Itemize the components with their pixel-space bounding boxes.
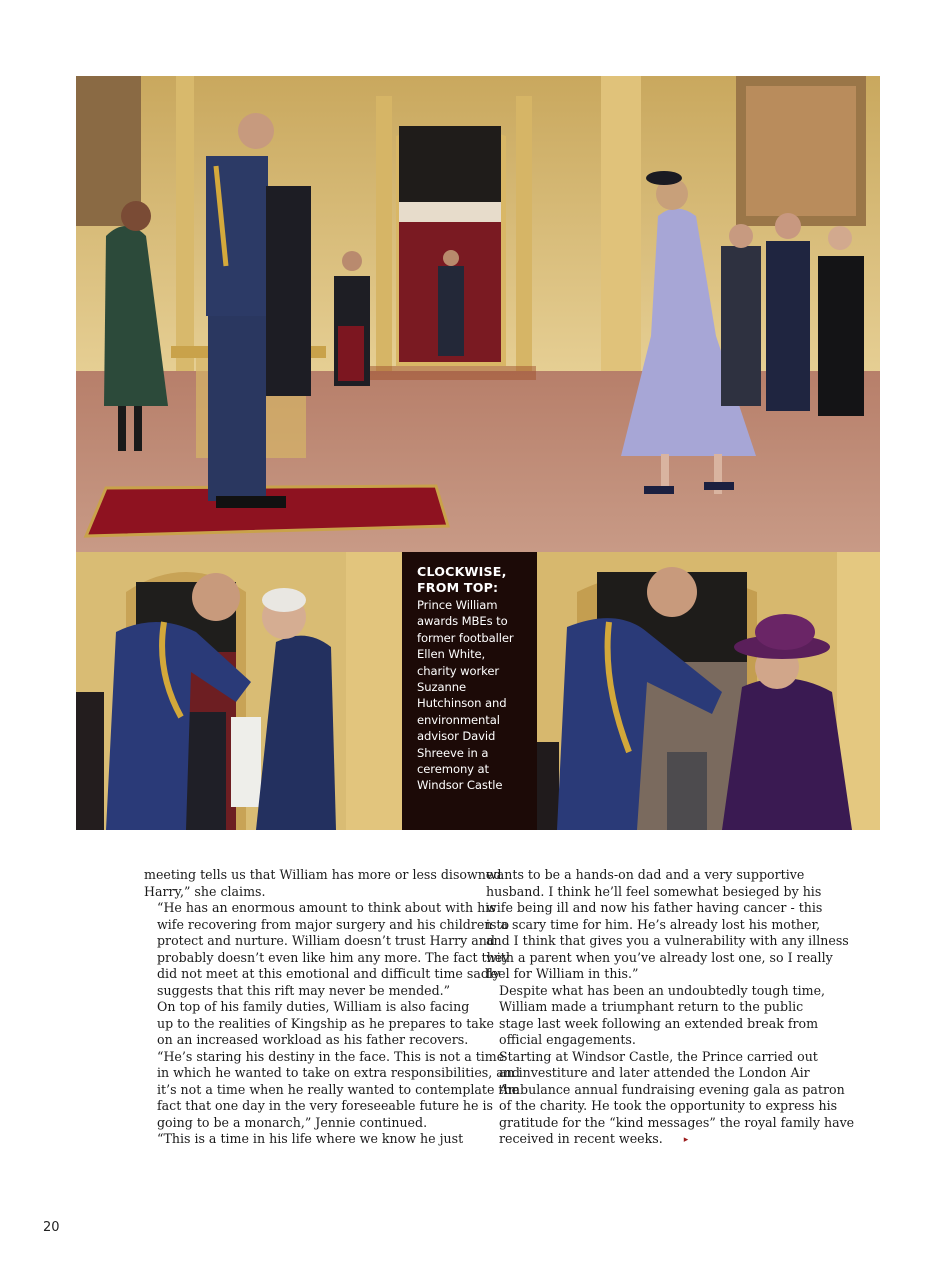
text-line: William made a triumphant return to the public xyxy=(499,999,804,1014)
photo-caption xyxy=(402,552,537,830)
text-line: wife being ill and now his father having cancer - this xyxy=(486,900,823,915)
text-line: going to be a monarch,” Jennie continued. xyxy=(157,1114,428,1130)
text-line: wants to be a hands-on dad and a very supportive xyxy=(486,867,805,882)
caption-heading: CLOCKWISE, FROM TOP: xyxy=(417,564,507,595)
text-line: protect and nurture. William doesn’t trust Harry and xyxy=(157,933,495,948)
text-line: an investiture and later attended the London Air xyxy=(499,1065,810,1080)
article-paragraph xyxy=(144,999,494,1049)
text-line: feel for William in this.” xyxy=(486,966,639,981)
text-line: on an increased workload as his father recovers. xyxy=(157,1032,469,1047)
article-paragraph xyxy=(486,982,826,1049)
text-line xyxy=(486,1131,816,1149)
text-line: Harry,” she claims. xyxy=(144,883,266,899)
article-paragraph xyxy=(144,1131,478,1148)
caption-text: Prince William awards MBEs to former footballer Ellen White, charity worker Suzanne Hutchinson and environmental advisor David Shreeve in a ceremony at Windsor Castle xyxy=(417,598,514,793)
article-paragraph xyxy=(144,1048,520,1132)
text-line: of the charity. He took the opportunity to express his xyxy=(499,1098,838,1113)
text-line: Starting at Windsor Castle, the Prince carried out xyxy=(499,1048,818,1064)
text-line: gratitude for the “kind messages” the royal family have xyxy=(499,1114,855,1130)
text-line: On top of his family duties, William is also facing xyxy=(157,999,470,1014)
article-column-right xyxy=(486,867,855,1149)
text-line: wife recovering from major surgery and his children to xyxy=(157,916,510,932)
article-paragraph xyxy=(144,900,510,999)
article-paragraph xyxy=(486,867,849,983)
text-line: up to the realities of Kingship as he prepares to take xyxy=(157,1015,494,1031)
photo-investiture-ellen-white xyxy=(76,76,880,552)
text-line: Despite what has been an undoubtedly tough time, xyxy=(499,982,826,998)
end-of-article-icon: ▸ xyxy=(683,1135,689,1145)
text-line: suggests that this rift may never be mended.” xyxy=(157,982,451,998)
text-line: meeting tells us that William has more or less disowned xyxy=(144,867,502,882)
text-line: stage last week following an extended break from xyxy=(499,1015,819,1031)
text-line: Ambulance annual fundraising evening gala as patron xyxy=(499,1081,845,1097)
text-line: official engagements. xyxy=(499,1032,636,1047)
text-line: did not meet at this emotional and difficult time sadly xyxy=(157,966,501,981)
text-line: it’s not a time when he really wanted to contemplate the xyxy=(157,1081,520,1097)
text-line: in which he wanted to take on extra responsibilities, and xyxy=(157,1065,520,1080)
text-line: fact that one day in the very foreseeable future he is xyxy=(157,1098,493,1113)
text-line: “This is a time in his life where we know he just xyxy=(157,1131,464,1146)
photo-investiture-suzanne-hutchinson xyxy=(537,552,880,830)
text-line: and I think that gives you a vulnerability with any illness xyxy=(486,933,849,948)
text-line: probably doesn’t even like him any more. The fact they xyxy=(157,949,510,965)
article-column-left xyxy=(144,867,520,1148)
text-line: husband. I think he’ll feel somewhat besieged by his xyxy=(486,883,822,899)
text-line: with a parent when you’ve already lost one, so I really xyxy=(486,949,833,965)
article-paragraph xyxy=(486,1048,855,1149)
article-paragraph xyxy=(144,867,502,900)
text-line: “He has an enormous amount to think about with his xyxy=(157,900,496,915)
text-line: “He’s staring his destiny in the face. This is not a time xyxy=(157,1048,505,1064)
text-line-end: received in recent weeks. xyxy=(499,1131,663,1146)
photo-investiture-david-shreeve xyxy=(76,552,402,830)
text-line: is a scary time for him. He’s already lost his mother, xyxy=(486,916,821,932)
page-number: 20 xyxy=(43,1220,60,1235)
